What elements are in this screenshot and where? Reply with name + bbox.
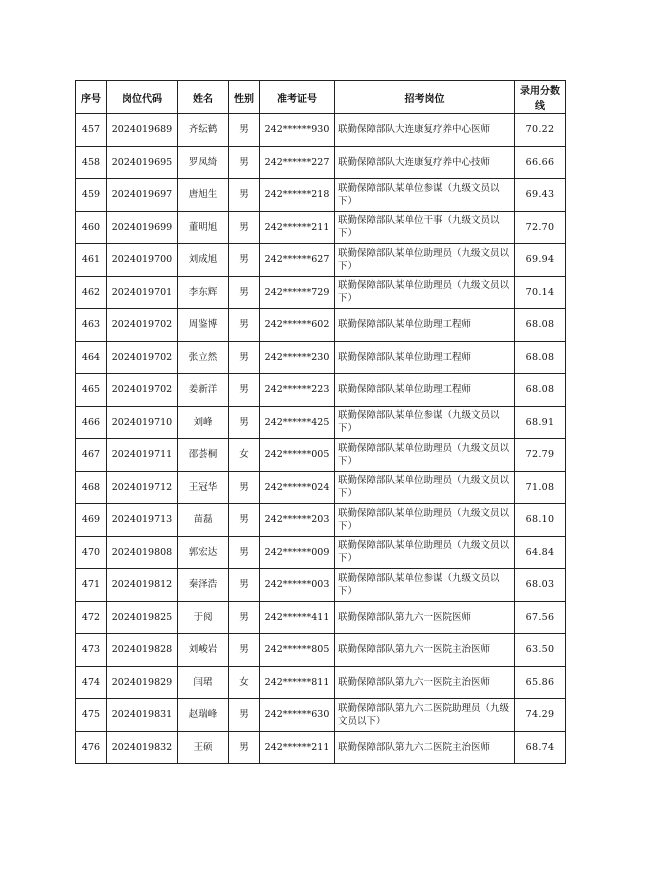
cell-gender: 男 (229, 341, 260, 374)
cell-serial-no: 476 (76, 731, 107, 764)
cell-recruitment-post: 联勤保障部队某单位助理工程师 (335, 309, 515, 342)
cell-serial-no: 460 (76, 211, 107, 244)
cell-admission-ticket-no: 242******230 (260, 341, 335, 374)
cell-name: 于阅 (178, 601, 229, 634)
cell-cutoff-score: 67.56 (515, 601, 566, 634)
cell-gender: 男 (229, 179, 260, 212)
cell-serial-no: 471 (76, 569, 107, 602)
cell-serial-no: 461 (76, 244, 107, 277)
table-row (76, 179, 566, 212)
cell-admission-ticket-no: 242******211 (260, 731, 335, 764)
cell-post-code: 2024019701 (107, 276, 178, 309)
cell-post-code: 2024019828 (107, 634, 178, 667)
cell-cutoff-score: 72.79 (515, 439, 566, 472)
cell-post-code: 2024019829 (107, 666, 178, 699)
cell-cutoff-score: 68.08 (515, 309, 566, 342)
cell-cutoff-score: 68.91 (515, 406, 566, 439)
header-recruitment-post: 招考岗位 (335, 81, 515, 114)
table-row (76, 601, 566, 634)
cell-serial-no: 457 (76, 114, 107, 147)
cell-serial-no: 469 (76, 504, 107, 537)
table-row (76, 439, 566, 472)
cell-serial-no: 459 (76, 179, 107, 212)
cell-serial-no: 463 (76, 309, 107, 342)
cell-recruitment-post: 联勤保障部队某单位助理员（九级文员以下） (335, 244, 515, 277)
cell-name: 张立然 (178, 341, 229, 374)
cell-cutoff-score: 68.08 (515, 374, 566, 407)
cell-post-code: 2024019812 (107, 569, 178, 602)
cell-post-code: 2024019825 (107, 601, 178, 634)
header-post-code: 岗位代码 (107, 81, 178, 114)
cell-gender: 男 (229, 374, 260, 407)
cell-gender: 男 (229, 504, 260, 537)
cell-gender: 男 (229, 731, 260, 764)
cell-cutoff-score: 68.03 (515, 569, 566, 602)
cell-post-code: 2024019832 (107, 731, 178, 764)
cell-serial-no: 462 (76, 276, 107, 309)
cell-gender: 男 (229, 569, 260, 602)
table-row (76, 309, 566, 342)
cell-recruitment-post: 联勤保障部队某单位参谋（九级文员以下） (335, 406, 515, 439)
cell-name: 秦泽浩 (178, 569, 229, 602)
cell-name: 王冠华 (178, 471, 229, 504)
cell-recruitment-post: 联勤保障部队某单位助理员（九级文员以下） (335, 439, 515, 472)
cell-cutoff-score: 69.43 (515, 179, 566, 212)
cell-name: 郭宏达 (178, 536, 229, 569)
table-row (76, 666, 566, 699)
cell-admission-ticket-no: 242******630 (260, 699, 335, 732)
header-admission-ticket-no: 准考证号 (260, 81, 335, 114)
cell-post-code: 2024019713 (107, 504, 178, 537)
cell-name: 闫珺 (178, 666, 229, 699)
cell-admission-ticket-no: 242******218 (260, 179, 335, 212)
cell-gender: 男 (229, 211, 260, 244)
table-header (76, 81, 566, 114)
table-row (76, 569, 566, 602)
cell-post-code: 2024019712 (107, 471, 178, 504)
cell-recruitment-post: 联勤保障部队某单位助理工程师 (335, 341, 515, 374)
cell-name: 李东辉 (178, 276, 229, 309)
table-row (76, 406, 566, 439)
cell-serial-no: 467 (76, 439, 107, 472)
header-cutoff-score: 录用分数线 (515, 81, 566, 114)
cell-serial-no: 465 (76, 374, 107, 407)
cell-admission-ticket-no: 242******203 (260, 504, 335, 537)
cell-gender: 男 (229, 406, 260, 439)
cell-recruitment-post: 联勤保障部队大连康复疗养中心医师 (335, 114, 515, 147)
cell-gender: 男 (229, 634, 260, 667)
admission-score-table (75, 80, 566, 764)
cell-admission-ticket-no: 242******602 (260, 309, 335, 342)
cell-name: 唐旭生 (178, 179, 229, 212)
cell-post-code: 2024019831 (107, 699, 178, 732)
cell-cutoff-score: 74.29 (515, 699, 566, 732)
cell-name: 齐纭鹤 (178, 114, 229, 147)
cell-gender: 男 (229, 114, 260, 147)
cell-cutoff-score: 69.94 (515, 244, 566, 277)
cell-serial-no: 464 (76, 341, 107, 374)
cell-name: 罗凤绮 (178, 146, 229, 179)
cell-gender: 男 (229, 536, 260, 569)
cell-cutoff-score: 65.86 (515, 666, 566, 699)
cell-post-code: 2024019711 (107, 439, 178, 472)
cell-post-code: 2024019710 (107, 406, 178, 439)
table-row (76, 634, 566, 667)
cell-post-code: 2024019702 (107, 341, 178, 374)
cell-name: 刘成旭 (178, 244, 229, 277)
cell-cutoff-score: 70.22 (515, 114, 566, 147)
cell-recruitment-post: 联勤保障部队第九六一医院主治医师 (335, 666, 515, 699)
cell-recruitment-post: 联勤保障部队某单位助理员（九级文员以下） (335, 504, 515, 537)
cell-recruitment-post: 联勤保障部队某单位参谋（九级文员以下） (335, 569, 515, 602)
cell-admission-ticket-no: 242******411 (260, 601, 335, 634)
table-row (76, 471, 566, 504)
cell-cutoff-score: 66.66 (515, 146, 566, 179)
header-name: 姓名 (178, 81, 229, 114)
cell-admission-ticket-no: 242******729 (260, 276, 335, 309)
cell-post-code: 2024019700 (107, 244, 178, 277)
cell-admission-ticket-no: 242******223 (260, 374, 335, 407)
table-row (76, 244, 566, 277)
cell-serial-no: 470 (76, 536, 107, 569)
header-row (76, 81, 566, 114)
cell-cutoff-score: 72.70 (515, 211, 566, 244)
cell-gender: 男 (229, 276, 260, 309)
cell-admission-ticket-no: 242******005 (260, 439, 335, 472)
cell-cutoff-score: 71.08 (515, 471, 566, 504)
cell-cutoff-score: 70.14 (515, 276, 566, 309)
cell-admission-ticket-no: 242******227 (260, 146, 335, 179)
cell-name: 董明旭 (178, 211, 229, 244)
cell-gender: 女 (229, 666, 260, 699)
table-row (76, 211, 566, 244)
cell-cutoff-score: 68.08 (515, 341, 566, 374)
header-gender: 性别 (229, 81, 260, 114)
cell-admission-ticket-no: 242******211 (260, 211, 335, 244)
cell-name: 刘峻岩 (178, 634, 229, 667)
cell-serial-no: 473 (76, 634, 107, 667)
cell-recruitment-post: 联勤保障部队某单位助理员（九级文员以下） (335, 536, 515, 569)
cell-gender: 女 (229, 439, 260, 472)
cell-post-code: 2024019702 (107, 309, 178, 342)
cell-name: 周鉴博 (178, 309, 229, 342)
cell-cutoff-score: 63.50 (515, 634, 566, 667)
table-row (76, 731, 566, 764)
cell-admission-ticket-no: 242******009 (260, 536, 335, 569)
cell-recruitment-post: 联勤保障部队某单位参谋（九级文员以下） (335, 179, 515, 212)
cell-gender: 男 (229, 244, 260, 277)
cell-admission-ticket-no: 242******425 (260, 406, 335, 439)
cell-admission-ticket-no: 242******627 (260, 244, 335, 277)
cell-cutoff-score: 64.84 (515, 536, 566, 569)
cell-serial-no: 474 (76, 666, 107, 699)
cell-recruitment-post: 联勤保障部队第九六一医院主治医师 (335, 634, 515, 667)
cell-serial-no: 458 (76, 146, 107, 179)
cell-gender: 男 (229, 146, 260, 179)
cell-serial-no: 466 (76, 406, 107, 439)
cell-name: 姜新洋 (178, 374, 229, 407)
table-row (76, 341, 566, 374)
cell-post-code: 2024019699 (107, 211, 178, 244)
cell-recruitment-post: 联勤保障部队某单位助理员（九级文员以下） (335, 276, 515, 309)
cell-recruitment-post: 联勤保障部队某单位助理工程师 (335, 374, 515, 407)
table-row (76, 146, 566, 179)
cell-cutoff-score: 68.74 (515, 731, 566, 764)
cell-recruitment-post: 联勤保障部队第九六一医院医师 (335, 601, 515, 634)
cell-admission-ticket-no: 242******930 (260, 114, 335, 147)
cell-recruitment-post: 联勤保障部队某单位干事（九级文员以下） (335, 211, 515, 244)
cell-admission-ticket-no: 242******811 (260, 666, 335, 699)
cell-recruitment-post: 联勤保障部队大连康复疗养中心技师 (335, 146, 515, 179)
cell-recruitment-post: 联勤保障部队第九六二医院主治医师 (335, 731, 515, 764)
table-row (76, 504, 566, 537)
cell-post-code: 2024019689 (107, 114, 178, 147)
table-row (76, 699, 566, 732)
cell-admission-ticket-no: 242******024 (260, 471, 335, 504)
cell-name: 赵瑞峰 (178, 699, 229, 732)
cell-post-code: 2024019702 (107, 374, 178, 407)
cell-gender: 男 (229, 601, 260, 634)
cell-post-code: 2024019697 (107, 179, 178, 212)
cell-post-code: 2024019808 (107, 536, 178, 569)
header-serial-no: 序号 (76, 81, 107, 114)
cell-cutoff-score: 68.10 (515, 504, 566, 537)
cell-name: 王硕 (178, 731, 229, 764)
table-body (76, 114, 566, 764)
table-row (76, 276, 566, 309)
cell-recruitment-post: 联勤保障部队某单位助理员（九级文员以下） (335, 471, 515, 504)
cell-post-code: 2024019695 (107, 146, 178, 179)
cell-name: 邵荟桐 (178, 439, 229, 472)
cell-admission-ticket-no: 242******003 (260, 569, 335, 602)
cell-admission-ticket-no: 242******805 (260, 634, 335, 667)
cell-serial-no: 468 (76, 471, 107, 504)
table-row (76, 114, 566, 147)
table-row (76, 374, 566, 407)
table-row (76, 536, 566, 569)
cell-name: 苗磊 (178, 504, 229, 537)
cell-name: 刘峰 (178, 406, 229, 439)
cell-gender: 男 (229, 471, 260, 504)
cell-gender: 男 (229, 699, 260, 732)
cell-serial-no: 475 (76, 699, 107, 732)
cell-gender: 男 (229, 309, 260, 342)
cell-recruitment-post: 联勤保障部队第九六二医院助理员（九级文员以下） (335, 699, 515, 732)
cell-serial-no: 472 (76, 601, 107, 634)
